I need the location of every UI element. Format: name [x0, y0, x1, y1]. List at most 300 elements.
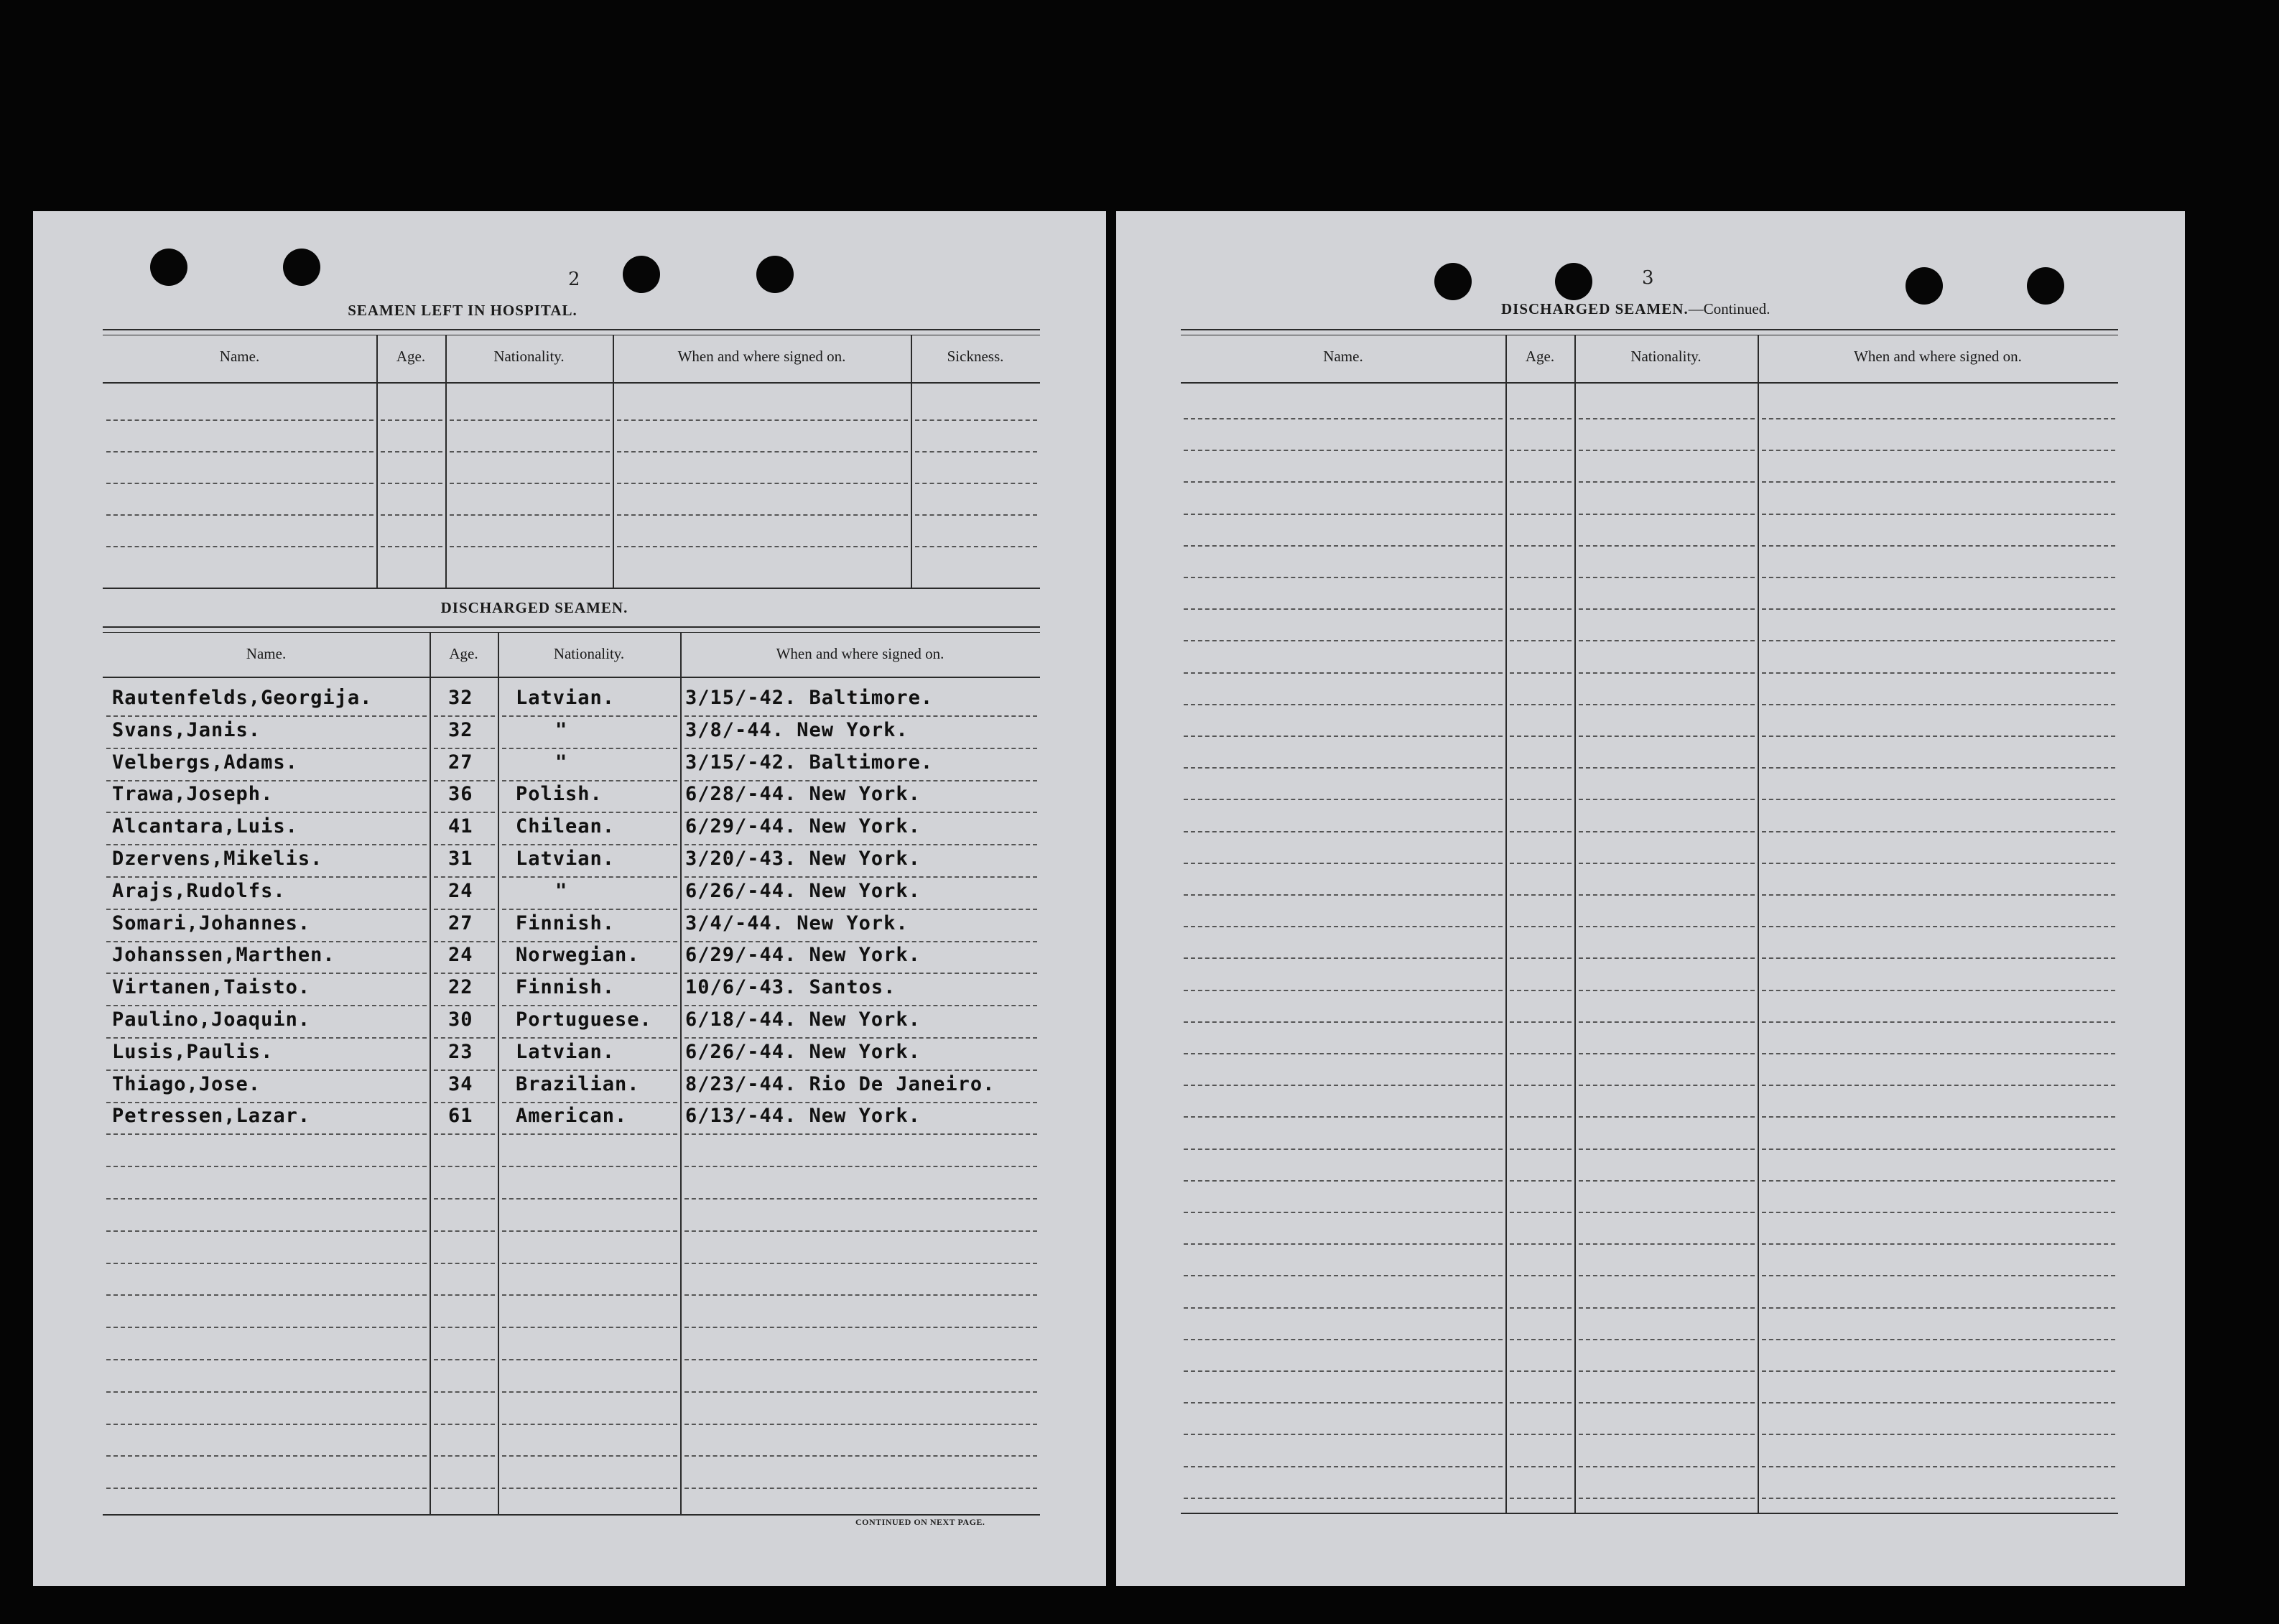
hospital-col-age: Age.: [396, 348, 426, 365]
dotted-rule: [1184, 1434, 1503, 1435]
seaman-age: 31: [448, 848, 473, 870]
dotted-rule: [1510, 545, 1572, 547]
dotted-rule: [684, 1166, 1037, 1167]
continued-col-signed-on: When and where signed on.: [1854, 348, 2022, 365]
dotted-rule: [1579, 736, 1755, 737]
rule: [103, 329, 1040, 330]
dotted-rule: [1184, 1180, 1503, 1182]
dotted-rule: [1184, 450, 1503, 451]
dotted-rule: [106, 1424, 427, 1425]
seaman-signed-on: 3/8/-44. New York.: [685, 718, 909, 741]
column-divider: [911, 335, 912, 588]
dotted-rule: [1579, 545, 1755, 547]
dotted-rule: [434, 1391, 495, 1393]
dotted-rule: [1510, 1021, 1572, 1023]
dotted-rule: [1510, 1498, 1572, 1499]
dotted-rule: [684, 1455, 1037, 1457]
dotted-rule: [684, 1359, 1037, 1360]
dotted-rule: [1184, 1116, 1503, 1118]
dotted-rule: [502, 1455, 677, 1457]
dotted-rule: [1579, 418, 1755, 419]
dotted-rule: [617, 483, 908, 484]
column-divider: [445, 335, 447, 588]
dotted-rule: [1184, 926, 1503, 927]
dotted-rule: [684, 844, 1037, 845]
dotted-rule: [1510, 481, 1572, 483]
dotted-rule: [1510, 1339, 1572, 1340]
dotted-rule: [434, 812, 495, 813]
dotted-rule: [684, 941, 1037, 942]
binder-hole: [1906, 267, 1943, 305]
seaman-name: Paulino,Joaquin.: [112, 1008, 311, 1031]
column-divider: [1758, 335, 1759, 1513]
dotted-rule: [1579, 608, 1755, 610]
column-divider: [498, 632, 499, 1514]
dotted-rule: [1762, 704, 2115, 705]
dotted-rule: [434, 973, 495, 974]
dotted-rule: [1184, 608, 1503, 610]
dotted-rule: [1579, 672, 1755, 674]
dotted-rule: [1510, 767, 1572, 769]
dotted-rule: [684, 1327, 1037, 1328]
binder-hole: [283, 249, 320, 286]
dotted-rule: [1579, 926, 1755, 927]
dotted-rule: [617, 419, 908, 421]
seaman-name: Trawa,Joseph.: [112, 783, 274, 806]
dotted-rule: [1184, 863, 1503, 864]
dotted-rule: [1184, 957, 1503, 959]
dotted-rule: [1762, 831, 2115, 832]
seaman-signed-on: 3/4/-44. New York.: [685, 911, 909, 934]
dotted-rule: [1510, 1243, 1572, 1245]
page-number: 2: [568, 269, 580, 290]
dotted-rule: [502, 876, 677, 878]
dotted-rule: [1579, 1053, 1755, 1054]
dotted-rule: [1762, 640, 2115, 641]
dotted-rule: [1184, 1466, 1503, 1467]
dotted-rule: [1762, 1402, 2115, 1403]
seaman-age: 61: [448, 1105, 473, 1128]
seaman-nationality: ": [555, 879, 568, 902]
dotted-rule: [450, 419, 610, 421]
dotted-rule: [1579, 704, 1755, 705]
binder-hole: [150, 249, 187, 286]
dotted-rule: [1762, 672, 2115, 674]
binder-hole: [756, 256, 794, 293]
dotted-rule: [1579, 1402, 1755, 1403]
dotted-rule: [106, 1133, 427, 1135]
title-suffix: —Continued.: [1688, 300, 1770, 317]
dotted-rule: [1510, 704, 1572, 705]
dotted-rule: [684, 715, 1037, 717]
dotted-rule: [1579, 1180, 1755, 1182]
rule: [103, 588, 1040, 589]
seaman-nationality: Chilean.: [516, 815, 616, 838]
dotted-rule: [502, 1102, 677, 1103]
dotted-rule: [106, 1005, 427, 1006]
seaman-age: 30: [448, 1008, 473, 1031]
dotted-rule: [1510, 577, 1572, 578]
dotted-rule: [106, 1488, 427, 1489]
dotted-rule: [434, 1102, 495, 1103]
dotted-rule: [1510, 1402, 1572, 1403]
dotted-rule: [1510, 926, 1572, 927]
dotted-rule: [1184, 894, 1503, 896]
dotted-rule: [1510, 1149, 1572, 1150]
dotted-rule: [502, 1327, 677, 1328]
dotted-rule: [1579, 1275, 1755, 1276]
dotted-rule: [1510, 799, 1572, 800]
dotted-rule: [434, 748, 495, 749]
dotted-rule: [1184, 672, 1503, 674]
seaman-nationality: Finnish.: [516, 911, 616, 934]
dotted-rule: [1762, 799, 2115, 800]
dotted-rule: [502, 1488, 677, 1489]
dotted-rule: [1579, 450, 1755, 451]
dotted-rule: [1184, 1402, 1503, 1403]
dotted-rule: [1184, 1053, 1503, 1054]
dotted-rule: [1510, 514, 1572, 515]
dotted-rule: [1579, 863, 1755, 864]
dotted-rule: [1579, 1434, 1755, 1435]
dotted-rule: [684, 812, 1037, 813]
dotted-rule: [915, 483, 1037, 484]
dotted-rule: [1184, 1370, 1503, 1372]
dotted-rule: [450, 546, 610, 547]
seaman-nationality: Latvian.: [516, 687, 616, 709]
dotted-rule: [1510, 894, 1572, 896]
dotted-rule: [502, 844, 677, 845]
dotted-rule: [502, 973, 677, 974]
dotted-rule: [106, 1198, 427, 1200]
dotted-rule: [1762, 1021, 2115, 1023]
continued-note: CONTINUED ON NEXT PAGE.: [855, 1517, 985, 1527]
binder-hole: [623, 256, 660, 293]
dotted-rule: [434, 715, 495, 717]
dotted-rule: [1762, 608, 2115, 610]
column-divider: [1505, 335, 1507, 1513]
dotted-rule: [1579, 1116, 1755, 1118]
seaman-name: Arajs,Rudolfs.: [112, 879, 286, 902]
dotted-rule: [1510, 608, 1572, 610]
hospital-col-sickness: Sickness.: [947, 348, 1004, 365]
hospital-col-nationality: Nationality.: [493, 348, 565, 365]
dotted-rule: [434, 876, 495, 878]
dotted-rule: [1510, 450, 1572, 451]
seaman-age: 32: [448, 687, 473, 709]
dotted-rule: [684, 1391, 1037, 1393]
seaman-age: 36: [448, 783, 473, 806]
dotted-rule: [502, 1069, 677, 1071]
dotted-rule: [106, 876, 427, 878]
dotted-rule: [915, 514, 1037, 516]
dotted-rule: [381, 514, 442, 516]
dotted-rule: [434, 1263, 495, 1264]
dotted-rule: [434, 1455, 495, 1457]
dotted-rule: [1184, 1212, 1503, 1213]
dotted-rule: [450, 483, 610, 484]
hospital-section-title: SEAMEN LEFT IN HOSPITAL.: [348, 302, 577, 319]
dotted-rule: [1184, 1085, 1503, 1086]
dotted-rule: [434, 1230, 495, 1232]
dotted-rule: [1579, 514, 1755, 515]
dotted-rule: [684, 748, 1037, 749]
dotted-rule: [1762, 1370, 2115, 1372]
dotted-rule: [1762, 926, 2115, 927]
rule: [1181, 1513, 2118, 1514]
dotted-rule: [1579, 1212, 1755, 1213]
dotted-rule: [434, 1166, 495, 1167]
dotted-rule: [434, 844, 495, 845]
dotted-rule: [1184, 1021, 1503, 1023]
dotted-rule: [434, 941, 495, 942]
dotted-rule: [684, 1424, 1037, 1425]
dotted-rule: [1762, 481, 2115, 483]
dotted-rule: [434, 909, 495, 910]
binder-hole: [1555, 263, 1592, 300]
seaman-name: Virtanen,Taisto.: [112, 976, 311, 999]
dotted-rule: [434, 1359, 495, 1360]
hospital-col-signed-on: When and where signed on.: [677, 348, 846, 365]
dotted-rule: [106, 1037, 427, 1039]
dotted-rule: [381, 419, 442, 421]
dotted-rule: [1510, 863, 1572, 864]
dotted-rule: [502, 1263, 677, 1264]
dotted-rule: [1579, 1021, 1755, 1023]
right-page: [1116, 211, 2185, 1586]
seaman-name: Thiago,Jose.: [112, 1072, 261, 1095]
dotted-rule: [1510, 1275, 1572, 1276]
dotted-rule: [106, 483, 373, 484]
seaman-signed-on: 6/26/-44. New York.: [685, 1040, 921, 1063]
seaman-signed-on: 6/29/-44. New York.: [685, 815, 921, 838]
seaman-name: Petressen,Lazar.: [112, 1105, 311, 1128]
dotted-rule: [502, 909, 677, 910]
dotted-rule: [502, 748, 677, 749]
dotted-rule: [1579, 1243, 1755, 1245]
dotted-rule: [450, 514, 610, 516]
dotted-rule: [381, 451, 442, 453]
dotted-rule: [434, 1488, 495, 1489]
dotted-rule: [106, 419, 373, 421]
dotted-rule: [1184, 704, 1503, 705]
dotted-rule: [1510, 1466, 1572, 1467]
dotted-rule: [106, 1455, 427, 1457]
dotted-rule: [684, 1133, 1037, 1135]
seaman-name: Velbergs,Adams.: [112, 751, 298, 774]
dotted-rule: [1510, 1434, 1572, 1435]
dotted-rule: [1762, 894, 2115, 896]
dotted-rule: [1510, 736, 1572, 737]
seaman-nationality: Norwegian.: [516, 944, 640, 967]
dotted-rule: [502, 1294, 677, 1296]
dotted-rule: [502, 1424, 677, 1425]
dotted-rule: [1762, 1149, 2115, 1150]
discharged-col-name: Name.: [246, 645, 287, 662]
dotted-rule: [1579, 1498, 1755, 1499]
dotted-rule: [106, 1263, 427, 1264]
dotted-rule: [684, 1037, 1037, 1039]
dotted-rule: [1184, 1149, 1503, 1150]
dotted-rule: [106, 812, 427, 813]
dotted-rule: [502, 1005, 677, 1006]
binder-hole: [1434, 263, 1472, 300]
dotted-rule: [106, 844, 427, 845]
seaman-signed-on: 3/15/-42. Baltimore.: [685, 751, 934, 774]
dotted-rule: [434, 1005, 495, 1006]
seaman-signed-on: 6/29/-44. New York.: [685, 944, 921, 967]
dotted-rule: [1762, 1339, 2115, 1340]
dotted-rule: [1579, 990, 1755, 991]
dotted-rule: [1579, 1370, 1755, 1372]
seaman-nationality: Brazilian.: [516, 1072, 640, 1095]
rule: [103, 632, 1040, 633]
dotted-rule: [434, 1294, 495, 1296]
dotted-rule: [106, 909, 427, 910]
dotted-rule: [1510, 831, 1572, 832]
page-number: 3: [1642, 267, 1654, 289]
dotted-rule: [1184, 577, 1503, 578]
dotted-rule: [502, 941, 677, 942]
dotted-rule: [502, 1359, 677, 1360]
dotted-rule: [1579, 894, 1755, 896]
dotted-rule: [1510, 418, 1572, 419]
dotted-rule: [684, 1005, 1037, 1006]
rule: [103, 1514, 1040, 1516]
dotted-rule: [434, 1424, 495, 1425]
dotted-rule: [1510, 1307, 1572, 1309]
dotted-rule: [1510, 672, 1572, 674]
dotted-rule: [106, 1102, 427, 1103]
dotted-rule: [915, 546, 1037, 547]
discharged-col-signed-on: When and where signed on.: [776, 645, 944, 662]
dotted-rule: [106, 1166, 427, 1167]
rule: [103, 382, 1040, 384]
seaman-name: Dzervens,Mikelis.: [112, 848, 323, 870]
dotted-rule: [1762, 767, 2115, 769]
dotted-rule: [450, 451, 610, 453]
dotted-rule: [684, 973, 1037, 974]
dotted-rule: [106, 748, 427, 749]
dotted-rule: [1510, 1085, 1572, 1086]
dotted-rule: [106, 1327, 427, 1328]
column-divider: [430, 632, 431, 1514]
dotted-rule: [684, 1198, 1037, 1200]
dotted-rule: [1184, 990, 1503, 991]
dotted-rule: [1762, 514, 2115, 515]
dotted-rule: [1510, 957, 1572, 959]
seaman-nationality: Portuguese.: [516, 1008, 652, 1031]
dotted-rule: [1762, 1243, 2115, 1245]
dotted-rule: [106, 546, 373, 547]
seaman-signed-on: 3/15/-42. Baltimore.: [685, 687, 934, 709]
dotted-rule: [1762, 1116, 2115, 1118]
seaman-age: 22: [448, 976, 473, 999]
seaman-age: 23: [448, 1040, 473, 1063]
dotted-rule: [434, 1133, 495, 1135]
dotted-rule: [1762, 1275, 2115, 1276]
seaman-age: 41: [448, 815, 473, 838]
dotted-rule: [1579, 1307, 1755, 1309]
continued-col-name: Name.: [1323, 348, 1363, 365]
column-divider: [1574, 335, 1576, 1513]
seaman-name: Johanssen,Marthen.: [112, 944, 335, 967]
dotted-rule: [1510, 1212, 1572, 1213]
dotted-rule: [1579, 957, 1755, 959]
seaman-name: Somari,Johannes.: [112, 911, 311, 934]
dotted-rule: [106, 451, 373, 453]
dotted-rule: [502, 1198, 677, 1200]
rule: [103, 677, 1040, 678]
seaman-name: Alcantara,Luis.: [112, 815, 298, 838]
dotted-rule: [617, 514, 908, 516]
dotted-rule: [106, 1359, 427, 1360]
dotted-rule: [1184, 831, 1503, 832]
dotted-rule: [106, 1391, 427, 1393]
seaman-signed-on: 8/23/-44. Rio De Janeiro.: [685, 1072, 995, 1095]
seaman-age: 24: [448, 879, 473, 902]
dotted-rule: [106, 1230, 427, 1232]
dotted-rule: [684, 1488, 1037, 1489]
dotted-rule: [1184, 736, 1503, 737]
dotted-rule: [915, 451, 1037, 453]
dotted-rule: [1184, 640, 1503, 641]
dotted-rule: [1510, 1370, 1572, 1372]
dotted-rule: [684, 1069, 1037, 1071]
seaman-age: 24: [448, 944, 473, 967]
dotted-rule: [1762, 1085, 2115, 1086]
continued-col-nationality: Nationality.: [1630, 348, 1702, 365]
seaman-age: 27: [448, 751, 473, 774]
dotted-rule: [1184, 1498, 1503, 1499]
dotted-rule: [1510, 1053, 1572, 1054]
dotted-rule: [502, 715, 677, 717]
dotted-rule: [502, 780, 677, 781]
dotted-rule: [684, 1294, 1037, 1296]
seaman-name: Svans,Janis.: [112, 718, 261, 741]
seaman-signed-on: 10/6/-43. Santos.: [685, 976, 896, 999]
dotted-rule: [1579, 831, 1755, 832]
dotted-rule: [1579, 640, 1755, 641]
dotted-rule: [684, 1230, 1037, 1232]
dotted-rule: [617, 546, 908, 547]
dotted-rule: [1762, 990, 2115, 991]
column-divider: [680, 632, 682, 1514]
dotted-rule: [106, 973, 427, 974]
hospital-col-name: Name.: [219, 348, 260, 365]
dotted-rule: [502, 1391, 677, 1393]
discharged-section-title: DISCHARGED SEAMEN.: [440, 599, 628, 616]
dotted-rule: [502, 1133, 677, 1135]
dotted-rule: [684, 1102, 1037, 1103]
title-main: DISCHARGED SEAMEN.: [1501, 300, 1689, 317]
dotted-rule: [106, 1069, 427, 1071]
seaman-nationality: Polish.: [516, 783, 603, 806]
seaman-signed-on: 6/13/-44. New York.: [685, 1105, 921, 1128]
binder-hole: [2027, 267, 2064, 305]
dotted-rule: [1579, 1149, 1755, 1150]
dotted-rule: [502, 1037, 677, 1039]
dotted-rule: [1762, 1498, 2115, 1499]
dotted-rule: [617, 451, 908, 453]
dotted-rule: [1762, 736, 2115, 737]
seaman-age: 34: [448, 1072, 473, 1095]
dotted-rule: [1184, 767, 1503, 769]
dotted-rule: [434, 1069, 495, 1071]
seaman-nationality: ": [555, 718, 568, 741]
seaman-nationality: Latvian.: [516, 1040, 616, 1063]
discharged-col-age: Age.: [449, 645, 478, 662]
